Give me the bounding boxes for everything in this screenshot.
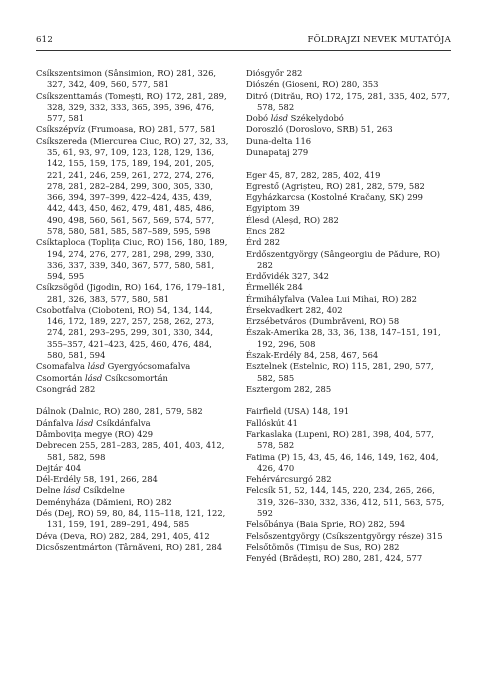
index-entry — [246, 485, 452, 519]
page-number: 612 — [36, 35, 54, 45]
entry-name: Diószén (Gioseni, RO) — [246, 79, 339, 90]
index-entry — [246, 249, 452, 272]
index-entry — [246, 531, 452, 542]
entry-pages: 282 — [286, 68, 303, 78]
entry-pages: 41 — [287, 417, 298, 428]
entry-name: Debrecen — [36, 440, 77, 451]
entry-name: Ditró (Ditrău, RO) — [246, 90, 323, 101]
entry-name: Dunapataj — [246, 146, 290, 157]
entry-name: Fatima (P) — [246, 451, 290, 462]
entry-name: Csíkzsögöd (Jigodin, RO) — [36, 282, 142, 293]
index-entry — [246, 237, 452, 248]
entry-name: Encs — [246, 225, 267, 236]
index-entry — [246, 136, 452, 147]
entry-pages: 280, 281, 579, 582 — [123, 406, 203, 417]
entry-pages: 84, 258, 467, 564 — [303, 350, 379, 361]
entry-pages: 282 — [269, 225, 286, 236]
entry-name: Dés (Dej, RO) — [36, 507, 94, 518]
entry-pages: 39 — [289, 203, 300, 214]
entry-name: Deményháza (Dămieni, RO) — [36, 496, 154, 507]
entry-pages: 280, 281, 424, 577 — [342, 553, 423, 564]
index-entry — [36, 531, 232, 542]
index-entry — [246, 305, 452, 316]
entry-pages: 282 — [383, 541, 400, 552]
entry-name: Dálnok (Dalnic, RO) — [36, 406, 121, 417]
index-entry — [246, 406, 452, 417]
see-reference-target: Csíkdelne — [83, 485, 125, 496]
see-reference-label: lásd — [76, 417, 94, 428]
entry-name: Csíkszereda (Miercurea Ciuc, RO) — [36, 135, 181, 146]
index-entry — [246, 452, 452, 475]
index-entry — [36, 485, 232, 496]
index-entry — [246, 474, 452, 485]
entry-name: Fehérvárcsurgó — [246, 474, 313, 485]
see-reference-target: Székelydobó — [290, 113, 344, 124]
index-entry — [246, 113, 452, 124]
entry-pages: 116 — [295, 135, 312, 146]
entry-name: Felcsík — [246, 485, 276, 496]
entry-name: Fenyéd (Brădești, RO) — [246, 553, 340, 564]
entry-name: Élesd (Aleșd, RO) — [246, 214, 321, 225]
see-reference-target: Gyergyócsomafalva — [107, 361, 191, 372]
entry-pages: 282, 285 — [293, 383, 332, 394]
index-entry — [36, 361, 232, 372]
index-entry — [36, 282, 232, 305]
index-entry — [246, 542, 452, 553]
entry-pages: 281, 326, 327, 342, 409, 560, 577, 581 — [47, 68, 217, 90]
index-column-left — [36, 68, 232, 553]
entry-name: Csomafalva — [36, 361, 85, 372]
index-entry — [36, 384, 232, 395]
index-entry — [36, 440, 232, 463]
entry-name: Farkaslaka (Lupeni, RO) — [246, 429, 349, 440]
index-entry — [246, 282, 452, 293]
index-entry — [246, 384, 452, 395]
index-entry — [246, 170, 452, 181]
entry-pages: 281, 282, 579, 582 — [345, 180, 425, 191]
entry-name: Felsőbánya (Baia Sprie, RO) — [246, 519, 366, 530]
entry-pages: 156, 180, 189, 194, 274, 276, 277, 281, 298, 299, 330, 336, 337, 339, 340, 367, 577, 580, 581, 594, 595 — [47, 237, 228, 282]
entry-name: Észak-Amerika — [246, 327, 310, 338]
entry-name: Csongrád — [36, 383, 77, 394]
entry-name: Dejtár — [36, 462, 63, 473]
entry-name: Erzsébetváros (Dumbrăveni, RO) — [246, 316, 386, 327]
entry-pages: 284 — [286, 282, 303, 293]
entry-name: Érsekvadkert — [246, 304, 303, 315]
see-reference-label: lásd — [87, 361, 105, 372]
index-column-right — [246, 68, 452, 564]
entry-name: Egyiptom — [246, 203, 287, 214]
entry-pages: 58 — [388, 316, 400, 327]
entry-pages: 404 — [65, 462, 82, 473]
entry-pages: 281, 398, 404, 577, 578, 582 — [257, 429, 434, 451]
index-entry — [246, 350, 452, 361]
entry-pages: 281, 284 — [184, 541, 223, 552]
entry-pages: 327, 342 — [291, 271, 329, 282]
entry-name: Egyházkarcsa (Kostolné Kračany, SK) — [246, 192, 405, 203]
entry-name: Eger — [246, 169, 267, 180]
index-entry — [36, 463, 232, 474]
entry-pages: 59, 80, 84, 115–118, 121, 122, 131, 159, 191, 289–291, 494, 585 — [47, 507, 226, 530]
index-entry — [36, 508, 232, 531]
entry-name: Erdővidék — [246, 271, 290, 282]
entry-pages: 282, 284, 291, 405, 412 — [108, 530, 210, 541]
index-entry — [36, 136, 232, 238]
entry-name: Csíkszépvíz (Frumoasa, RO) — [36, 124, 156, 135]
index-entry — [246, 68, 452, 79]
see-reference-target: Csíkcsomortán — [104, 372, 168, 383]
index-entry — [246, 361, 452, 384]
entry-pages: 282 — [315, 474, 332, 485]
index-entry — [36, 68, 232, 91]
entry-name: Dicsőszentmárton (Târnăveni, RO) — [36, 541, 183, 552]
entry-name: Csíktaploca (Toplița Ciuc, RO) — [36, 237, 164, 248]
index-entry — [246, 192, 452, 203]
index-entry — [246, 271, 452, 282]
entry-pages: 172, 175, 281, 335, 402, 577, 578, 582 — [257, 90, 450, 112]
entry-pages: 255, 281–283, 285, 401, 403, 412, 581, 582, 598 — [47, 440, 225, 462]
entry-pages: 172, 281, 289, 328, 329, 332, 333, 365, 395, 396, 476, 577, 581 — [47, 90, 227, 124]
entry-name: Érmellék — [246, 282, 285, 293]
entry-name: Felsőtömös (Timișu de Sus, RO) — [246, 541, 381, 552]
entry-name: Déva (Deva, RO) — [36, 530, 107, 541]
index-entry — [246, 79, 452, 90]
index-entry — [36, 474, 232, 485]
see-reference-target: Csíkdánfalva — [96, 417, 151, 428]
running-title: FÖLDRAJZI NEVEK MUTATÓJA — [307, 35, 451, 45]
entry-pages: 282 — [257, 259, 273, 270]
entry-pages: 282 — [264, 237, 281, 248]
index-entry — [246, 418, 452, 429]
entry-name: Felsőszentgyörgy (Csíkszentgyörgy része) — [246, 530, 424, 541]
entry-pages: 282, 402 — [305, 304, 343, 315]
entry-pages: 282 — [401, 293, 417, 304]
index-entry — [246, 124, 452, 135]
entry-pages: 58, 191, 266, 284 — [83, 474, 158, 485]
entry-pages: 115, 281, 290, 577, 582, 585 — [257, 361, 434, 383]
index-entry — [246, 519, 452, 530]
entry-pages: 429 — [137, 429, 154, 440]
index-entry — [36, 91, 232, 125]
index-entry — [36, 418, 232, 429]
entry-pages: 15, 43, 45, 46, 146, 149, 162, 404, 426, 470 — [257, 451, 439, 473]
entry-pages: 282, 594 — [367, 519, 406, 530]
entry-name: Duna-delta — [246, 135, 293, 146]
entry-pages: 279 — [292, 146, 309, 157]
entry-pages: 28, 33, 36, 138, 147–151, 191, 192, 296, 508 — [257, 327, 441, 349]
entry-pages: 51, 263 — [360, 124, 393, 135]
entry-name: Érd — [246, 237, 262, 248]
entry-name: Delne — [36, 485, 61, 496]
entry-pages: 299 — [407, 192, 423, 203]
index-entry — [246, 147, 452, 158]
entry-name: Egrestő (Agrișteu, RO) — [246, 180, 343, 191]
entry-name: Diósgyőr — [246, 68, 284, 78]
index-entry — [246, 429, 452, 452]
header-rule — [36, 50, 451, 51]
index-entry — [36, 429, 232, 440]
entry-name: Csobotfalva (Ciobotenі, RO) — [36, 304, 155, 315]
index-entry — [246, 327, 452, 350]
page-header — [36, 35, 451, 49]
entry-name: Esztelnek (Estelnic, RO) — [246, 361, 349, 372]
index-entry — [246, 226, 452, 237]
entry-name: Esztergom — [246, 383, 292, 394]
index-entry — [36, 124, 232, 135]
index-entry — [246, 203, 452, 214]
index-entry — [36, 237, 232, 282]
entry-pages: 315 — [426, 530, 443, 541]
entry-name: Dánfalva — [36, 417, 74, 428]
see-reference-label: lásd — [63, 485, 81, 496]
index-entry — [246, 215, 452, 226]
index-entry — [246, 316, 452, 327]
entry-pages: 27, 32, 33, 35, 61, 93, 97, 109, 123, 128, 129, 136, 142, 155, 159, 175, 189, 194, 201, 205, 221, 241, 246, 259, 261, 272, 274, 276, 278, 281, 282–284, 299, 300, 305, 330, 366, 394, 397–399, 422–424, 435, 439, 442, 443, 450, 462, 479, 481, 485, 486, 490, 498, 560, 561, 567, 569, 574, 577, 578, 580, 581, 585, 587–589, 595, 598 — [47, 135, 229, 236]
entry-name: Doroszló (Doroslovo, SRB) — [246, 124, 359, 135]
entry-pages: 51, 52, 144, 145, 220, 234, 265, 266, 319, 326–330, 332, 336, 412, 511, 563, 575, 592 — [257, 485, 445, 518]
entry-name: Erdőszentgyörgy (Sângeorgiu de Pădure, RO) — [246, 248, 441, 259]
entry-name: Fallóskút — [246, 417, 285, 428]
entry-name: Csíkszenttamás (Tomești, RO) — [36, 90, 163, 101]
entry-name: Csíkszentsimon (Sânsimion, RO) — [36, 68, 174, 78]
see-reference-label: lásd — [84, 372, 103, 383]
entry-name: Érmihályfalva (Valea Lui Mihai, RO) — [246, 293, 399, 304]
entry-pages: 45, 87, 282, 285, 402, 419 — [269, 169, 381, 180]
index-entry — [36, 542, 232, 553]
index-entry — [246, 553, 452, 564]
entry-name: Fairfield (USA) — [246, 406, 310, 417]
entry-pages: 282 — [322, 214, 339, 225]
entry-pages: 282 — [155, 496, 172, 507]
index-entry — [36, 305, 232, 361]
entry-name: Dâmbovița megye (RO) — [36, 429, 135, 440]
index-entry — [246, 294, 452, 305]
see-reference-label: lásd — [270, 113, 289, 124]
entry-name: Csomortán — [36, 372, 83, 383]
entry-name: Dél-Erdély — [36, 474, 81, 485]
index-entry — [36, 497, 232, 508]
entry-pages: 282 — [79, 383, 96, 394]
entry-pages: 164, 176, 179–181, 281, 326, 383, 577, 580, 581 — [47, 282, 225, 304]
entry-pages: 280, 353 — [341, 79, 379, 90]
index-entry — [246, 91, 452, 114]
entry-pages: 148, 191 — [311, 406, 350, 417]
entry-name: Észak-Erdély — [246, 350, 302, 361]
index-entry — [36, 406, 232, 417]
entry-pages: 281, 577, 581 — [157, 124, 217, 135]
index-entry — [246, 181, 452, 192]
entry-name: Dobó — [246, 113, 269, 124]
index-entry — [36, 373, 232, 384]
entry-pages: 54, 134, 144, 146, 172, 189, 227, 257, 258, 262, 273, 274, 281, 293–295, 299, 301, 330, 344, 355–357, 421–423, 425, 460, 476, 484, 580, 581, 594 — [47, 304, 215, 361]
